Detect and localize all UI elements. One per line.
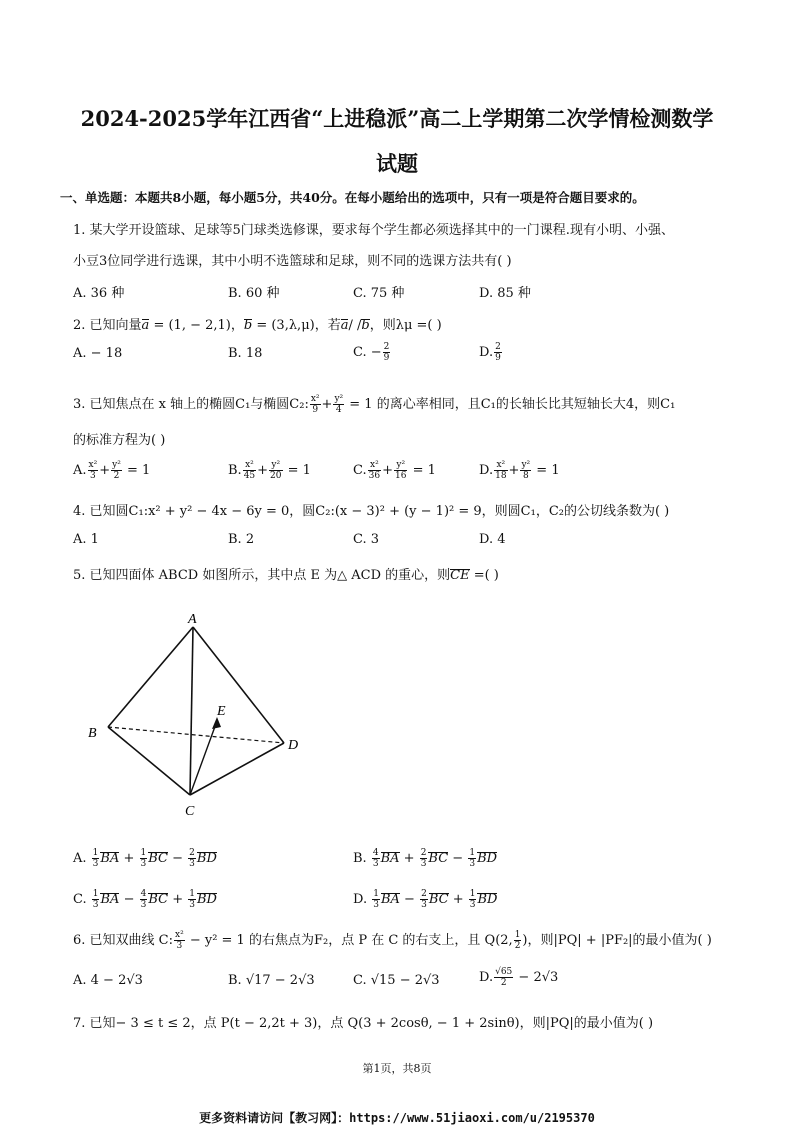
numerator: 2 [495, 342, 501, 352]
q3-option-d: D. $\frac{\text{x²}}{18}$ + $\frac{\text{y²}}{8}$ = 1 [479, 460, 560, 481]
operator: + [448, 892, 468, 907]
denominator: 2 [514, 941, 521, 951]
q5-text: 5. 已知四面体 ABCD 如图所示，其中点 E 为△ ACD 的重心，则 [73, 568, 451, 583]
fraction [368, 460, 381, 481]
vector-ba: BA [100, 892, 120, 907]
numerator: y² [112, 460, 121, 470]
fraction [111, 460, 122, 481]
edge-ab [108, 627, 193, 727]
denominator: 45 [243, 471, 256, 481]
q1-option-b: B. 60 种 [228, 286, 280, 301]
denominator: 3 [469, 859, 476, 869]
fraction [394, 460, 407, 481]
q2-option-b: B. 18 [228, 346, 263, 361]
fraction [468, 848, 476, 869]
denominator: 9 [312, 405, 319, 415]
numerator: y² [394, 460, 407, 471]
label-b: B [88, 726, 97, 741]
vector-ba: BA [380, 892, 400, 907]
denominator: 3 [140, 900, 147, 910]
denominator: 3 [469, 900, 476, 910]
vector-b: b [243, 318, 253, 333]
numerator: 2 [189, 848, 195, 858]
q3-option-b: B. $\frac{\text{x²}}{45}$ + $\frac{\text{y²}}{20}$ = 1 [228, 460, 311, 481]
denominator: 36 [368, 471, 381, 481]
denominator: 3 [90, 471, 96, 481]
denominator: 3 [421, 900, 427, 910]
q2-a-expr: = (1, − 2,1)， [149, 318, 244, 333]
vector-ba: BA [100, 851, 120, 866]
operator: + [399, 851, 419, 866]
option-letter: D. [353, 892, 372, 907]
label-e: E [217, 704, 226, 719]
vector-bc: BC [148, 892, 169, 907]
q5-option-a [73, 848, 217, 869]
fraction [520, 460, 531, 481]
denominator: 3 [189, 859, 195, 869]
numerator: 1 [469, 889, 476, 899]
denominator: 2 [113, 471, 120, 481]
label-d: D [288, 738, 299, 753]
fraction [333, 394, 344, 415]
numerator: x² [243, 460, 256, 471]
q6-mid: − y² = 1 的右焦点为F₂，点 P 在 C 的右支上，且 Q(2, [185, 933, 513, 948]
q3-pre: 3. 已知焦点在 x 轴上的椭圆C₁与椭圆C₂: [73, 397, 309, 412]
denominator: 2 [500, 978, 507, 988]
edge-ad [193, 627, 284, 743]
q4-option-a: A. 1 [73, 532, 99, 547]
equals-one: = 1 [122, 463, 151, 478]
numerator: 2 [421, 889, 427, 899]
q4-option-b: B. 2 [228, 532, 255, 547]
option-letter: A. [73, 851, 91, 866]
numerator: 1 [140, 848, 147, 858]
numerator: 1 [469, 848, 476, 858]
denominator: 3 [92, 859, 99, 869]
denominator: 3 [372, 859, 379, 869]
q6-option-c: C. √15 − 2√3 [353, 973, 440, 988]
q2-pre: 2. 已知向量 [73, 318, 142, 333]
q5-option-d [353, 889, 497, 910]
vector-bd: BD [477, 851, 498, 866]
fraction [88, 460, 99, 481]
q2-c-prefix: C. − [353, 345, 382, 360]
q1-option-a: A. 36 种 [73, 286, 125, 301]
equals-one: = 1 [283, 463, 311, 478]
denominator: 3 [140, 859, 147, 869]
fraction [372, 889, 380, 910]
option-letter: C. [73, 892, 91, 907]
fraction [383, 342, 391, 363]
equals-one: = 1 [408, 463, 436, 478]
fraction [140, 848, 148, 869]
edge-bc [108, 727, 190, 795]
numerator: 4 [140, 889, 147, 899]
q3-option-c: C. $\frac{\text{x²}}{36}$ + $\frac{\text{y²}}{16}$ = 1 [353, 460, 436, 481]
parallel-sign: / / [348, 318, 362, 333]
fraction [140, 889, 148, 910]
vector-ce-arrow [190, 721, 217, 795]
numerator: 2 [383, 342, 390, 352]
fraction [514, 930, 522, 951]
q2-stem [73, 314, 442, 333]
q6-pre: 6. 已知双曲线 C: [73, 933, 173, 948]
fraction [494, 967, 513, 988]
resource-link[interactable]: 更多资料请访问【教习网】：https://www.51jiaoxi.com/u/2195370 [199, 1111, 595, 1125]
vector-bd: BD [477, 892, 498, 907]
fraction [420, 889, 428, 910]
numerator: x² [494, 460, 507, 471]
numerator: 1 [373, 889, 379, 899]
q5-option-c [73, 889, 217, 910]
denominator: 9 [383, 353, 390, 363]
q2-d-prefix: D. [479, 345, 494, 360]
denominator: 18 [495, 471, 507, 481]
q2-option-a: A. − 18 [73, 346, 123, 361]
vector-a2: a [340, 318, 349, 333]
numerator: x² [310, 394, 320, 404]
vector-bd: BD [197, 892, 217, 907]
q1-line2: 小豆3位同学进行选课，其中小明不选篮球和足球，则不同的选课方法共有( ) [73, 254, 512, 269]
edge-cd [190, 743, 284, 795]
equals-one: = 1 [532, 463, 560, 478]
edge-ac [190, 627, 193, 795]
denominator: 3 [176, 941, 183, 951]
numerator: y² [521, 460, 531, 470]
label-a: A [188, 612, 197, 627]
q6-post: )，则|PQ| + |PF₂|的最小值为( ) [522, 933, 712, 948]
operator: + [168, 892, 188, 907]
numerator: x² [175, 930, 184, 940]
q6-line [73, 929, 712, 951]
section-heading: 一、单选题：本题共8小题，每小题5分，共40分。在每小题给出的选项中，只有一项是符合题目要求的。 [60, 190, 645, 205]
q3-line2: 的标准方程为( ) [73, 433, 166, 448]
fraction [92, 848, 100, 869]
q4-option-c: C. 3 [353, 532, 380, 547]
numerator: 2 [420, 848, 427, 858]
q6-option-a: A. 4 − 2√3 [73, 973, 143, 988]
title-line-2: 试题 [376, 151, 418, 176]
q3-line1: 3. 已知焦点在 x 轴上的椭圆C₁与椭圆C₂: $\frac{\text{x²}}{9}$ + $\frac{\text{y²}}{4}$ = 1 的离心率相同，且C₁的长轴长比其短轴长大4，则C₁ [73, 394, 676, 415]
numerator: 1 [514, 930, 521, 940]
numerator: 4 [372, 848, 379, 858]
numerator: √65 [495, 967, 513, 977]
numerator: y² [269, 460, 282, 471]
numerator: 1 [92, 889, 99, 899]
q2-option-c [353, 342, 391, 363]
q4-line: 4. 已知圆C₁:x² + y² − 4x − 6y = 0，圆C₂:(x − 3)² + (y − 1)² = 9，则圆C₁，C₂的公切线条数为( ) [73, 504, 670, 519]
operator: − [119, 892, 139, 907]
denominator: 20 [270, 471, 282, 481]
vector-b2: b [361, 318, 370, 333]
q5-post: =( ) [469, 568, 499, 583]
edge-bd-hidden [108, 727, 284, 743]
vector-ce: CE [450, 568, 470, 583]
fraction [188, 889, 196, 910]
q6-option-b: B. √17 − 2√3 [228, 973, 315, 988]
fraction [420, 848, 428, 869]
numerator: y² [334, 394, 344, 404]
fraction [310, 394, 321, 415]
denominator: 3 [420, 859, 427, 869]
denominator: 4 [335, 405, 342, 415]
fraction [92, 889, 100, 910]
vector-a: a [141, 318, 150, 333]
q1-line1: 1. 某大学开设篮球、足球等5门球类选修课，要求每个学生都必须选择其中的一门课程.现有小明、小强、 [73, 223, 674, 238]
operator: − [399, 892, 420, 907]
q3-option-a: A. $\frac{\text{x²}}{3}$ + $\frac{\text{y²}}{2}$ = 1 [73, 460, 151, 481]
option-letter: B. [353, 851, 371, 866]
operator: + [119, 851, 139, 866]
label-c: C [185, 804, 195, 819]
q2-b-expr: = (3,λ,μ)，若 [252, 318, 341, 333]
q6-d-prefix: D. [479, 970, 494, 985]
q6-option-d [479, 967, 558, 988]
denominator: 3 [189, 900, 195, 910]
q2-option-d [479, 342, 503, 363]
denominator: 9 [495, 353, 501, 363]
q4-option-d: D. 4 [479, 532, 506, 547]
q5-line [73, 564, 499, 583]
fraction [174, 930, 185, 951]
q6-d-post: − 2√3 [514, 970, 559, 985]
fraction [494, 342, 502, 363]
numerator: 1 [189, 889, 195, 899]
operator: − [448, 851, 468, 866]
fraction [469, 889, 477, 910]
tetrahedron-figure [80, 605, 320, 825]
fraction [269, 460, 282, 481]
numerator: x² [368, 460, 381, 471]
fraction [372, 848, 380, 869]
page-footer: 第1页，共8页 [362, 1062, 432, 1075]
q1-option-c: C. 75 种 [353, 286, 405, 301]
q5-option-b [353, 848, 497, 869]
vector-bc: BC [148, 851, 168, 866]
q2-post: ，则λμ =( ) [369, 318, 442, 333]
numerator: 1 [92, 848, 99, 858]
denominator: 3 [92, 900, 99, 910]
vector-bc: BC [428, 892, 449, 907]
q3-post: = 1 的离心率相同，且C₁的长轴长比其短轴长大4，则C₁ [345, 397, 676, 412]
denominator: 16 [394, 471, 407, 481]
vector-ba: BA [380, 851, 400, 866]
fraction [494, 460, 507, 481]
denominator: 8 [522, 471, 529, 481]
denominator: 3 [373, 900, 379, 910]
title-line-1: 2024-2025学年江西省“上进稳派”高二上学期第二次学情检测数学 [80, 106, 714, 131]
vector-bd: BD [196, 851, 217, 866]
numerator: x² [88, 460, 98, 470]
operator: − [168, 851, 188, 866]
q1-option-d: D. 85 种 [479, 286, 531, 301]
fraction [243, 460, 256, 481]
fraction [188, 848, 196, 869]
q7-line: 7. 已知− 3 ≤ t ≤ 2，点 P(t − 2,2t + 3)，点 Q(3 + 2cosθ, − 1 + 2sinθ)，则|PQ|的最小值为( ) [73, 1016, 654, 1031]
vector-bc: BC [428, 851, 449, 866]
